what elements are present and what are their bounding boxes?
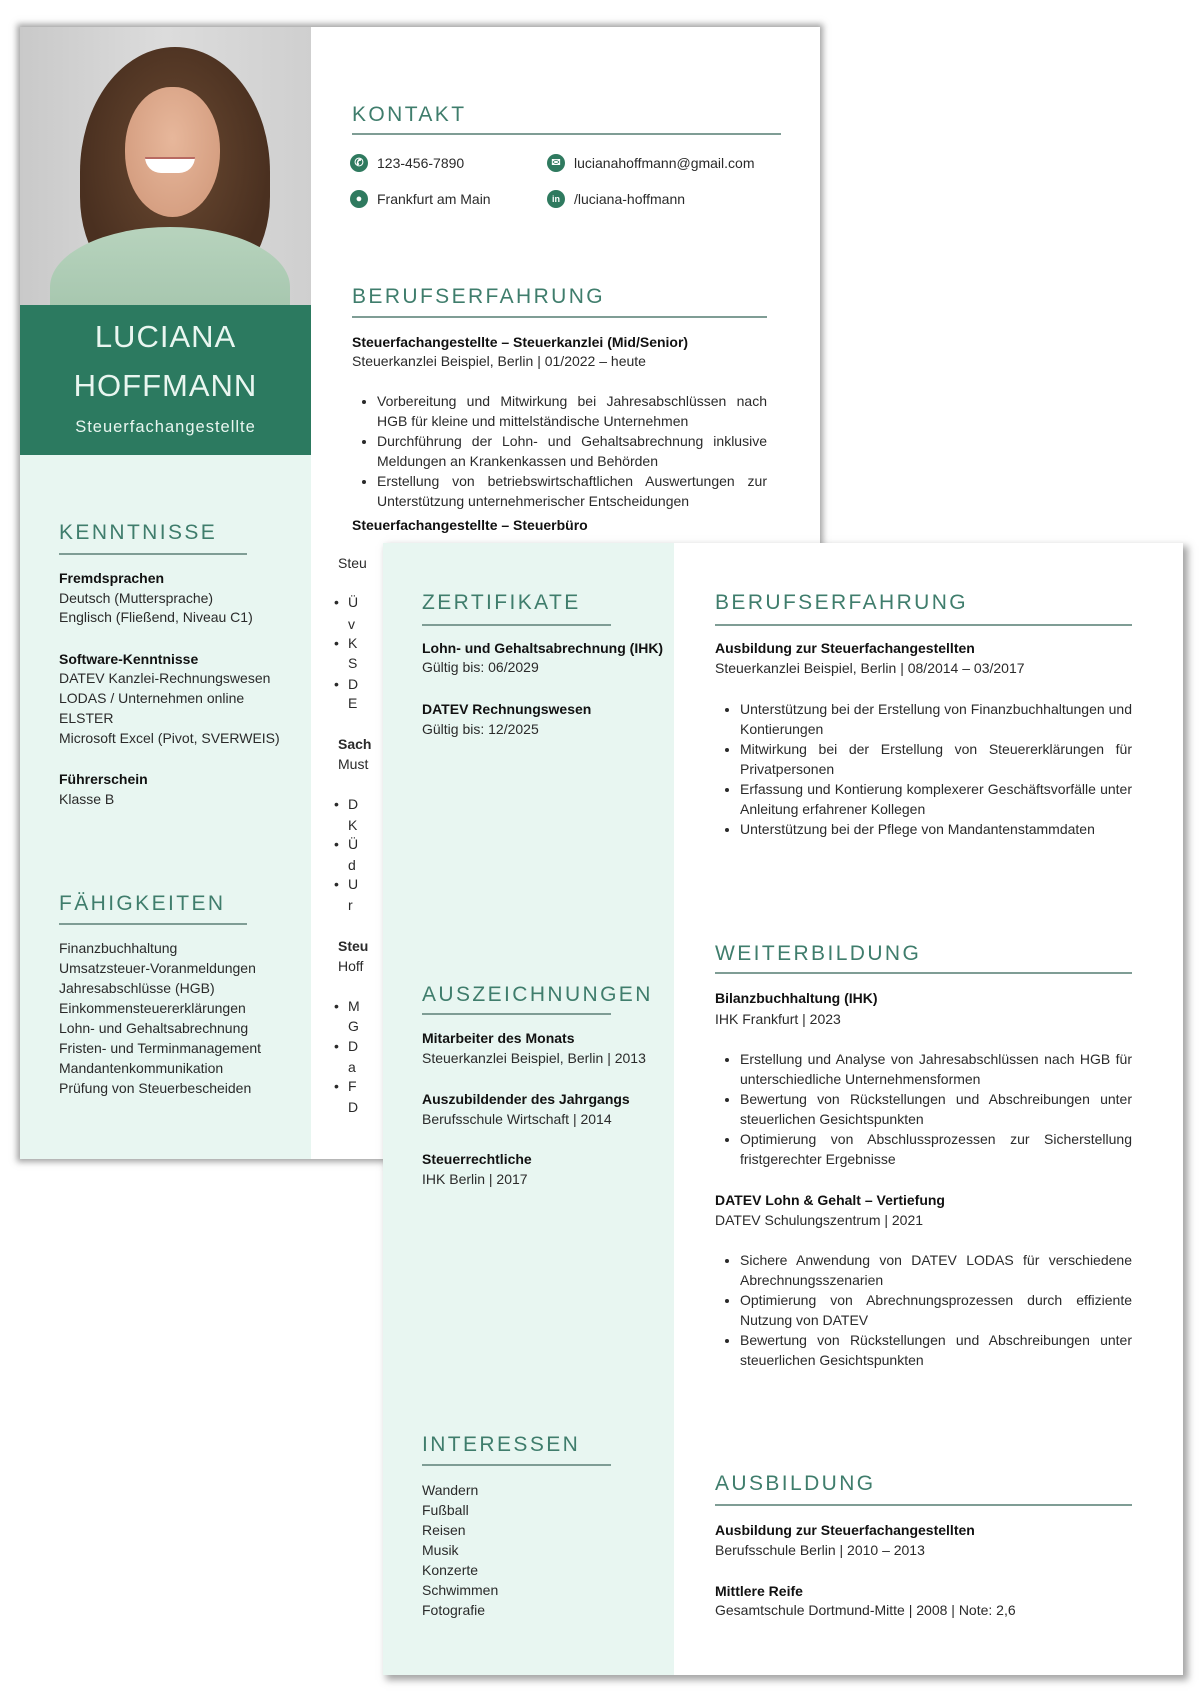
interest-item: Reisen [422,1522,466,1538]
course-detail: IHK Frankfurt | 2023 [715,1011,841,1027]
job-employer-fragment: Steu [338,555,367,571]
skill-item: Lohn- und Gehaltsabrechnung [59,1020,249,1036]
bullet-fragment: Ü [348,836,359,852]
section-heading-kontakt: KONTAKT [352,103,467,126]
course-bullets [715,1049,1132,1169]
bullet-item: • Sichere Anwendung von DATEV LODAS für verschiedene Abrechnungsszenarien [740,1250,1132,1290]
award-title: Mitarbeiter des Monats [422,1030,575,1046]
divider [352,133,781,135]
bullet-fragment: D [348,676,359,692]
bullet-item: • Optimierung von Abschlussprozessen zur Sicherstellung fristgerechter Ergebnisse [740,1129,1132,1169]
divider [59,923,247,925]
interest-item: Wandern [422,1482,479,1498]
bullet-dot: • [334,676,339,692]
award-title: Auszubildender des Jahrgangs [422,1091,630,1107]
bullet-fragment: K [348,635,358,651]
bullet-fragment: K [348,817,358,833]
last-name: HOFFMANN [73,368,258,403]
skill-item: Einkommensteuererklärungen [59,1000,246,1016]
skill-item: ELSTER [59,710,114,726]
skill-group-title: Führerschein [59,771,148,787]
course-title: DATEV Lohn & Gehalt – Vertiefung [715,1192,945,1208]
skill-group-title: Software-Kenntnisse [59,651,199,667]
section-heading-zertifikate: ZERTIFIKATE [422,591,581,614]
bullet-fragment: M [348,998,360,1014]
bullet-item: • Bewertung von Rückstellungen und Abschreibungen unter steuerlichen Gesichtspunkten [740,1089,1132,1129]
skill-item: Klasse B [59,791,115,807]
job-title-fragment: Sach [338,736,372,752]
section-heading-weiterbildung: WEITERBILDUNG [715,942,922,965]
bullet-fragment: D [348,796,359,812]
section-heading-auszeichnungen: AUSZEICHNUNGEN [422,983,653,1006]
award-detail: IHK Berlin | 2017 [422,1171,528,1187]
skill-item: LODAS / Unternehmen online [59,690,245,706]
certificate-validity: Gültig bis: 06/2029 [422,659,539,675]
certificate-validity: Gültig bis: 12/2025 [422,721,539,737]
award-detail: Berufsschule Wirtschaft | 2014 [422,1111,612,1127]
job-title: Ausbildung zur Steuerfachangestellten [715,640,975,656]
location: Frankfurt am Main [377,191,491,207]
phone-icon: ✆ [350,154,368,172]
section-heading-kenntnisse: KENNTNISSE [59,521,218,544]
job-title: Steuerfachangestellte – Steuerbüro [352,517,588,533]
bullet-fragment: v [348,616,355,632]
linkedin-link[interactable]: /luciana-hoffmann [574,191,686,207]
interest-item: Fotografie [422,1602,486,1618]
bullet-item: • Bewertung von Rückstellungen und Abschreibungen unter steuerlichen Gesichtspunkten [740,1330,1132,1370]
bullet-item: • Vorbereitung und Mitwirkung bei Jahresabschlüssen nach HGB für kleine und mittelständische Unternehmen [377,391,767,431]
bullet-dot: • [334,594,339,610]
divider [422,1464,611,1466]
skill-item: Umsatzsteuer-Voranmeldungen [59,960,256,976]
bullet-item: • Durchführung der Lohn- und Gehaltsabrechnung inklusive Meldungen an Krankenkassen und Behörden [377,431,767,471]
divider [422,624,611,626]
award-detail: Steuerkanzlei Beispiel, Berlin | 2013 [422,1050,646,1066]
email-link[interactable]: lucianahoffmann@gmail.com [574,155,755,171]
first-name: LUCIANA [94,319,237,354]
job-bullets [352,391,767,511]
skill-item: Jahresabschlüsse (HGB) [59,980,215,996]
award-title: Steuerrechtliche [422,1151,532,1167]
bullet-fragment: G [348,1018,359,1034]
divider [59,553,247,555]
bullet-fragment: a [348,1059,356,1075]
bullet-item: • Unterstützung bei der Erstellung von Finanzbuchhaltungen und Kontierungen [740,699,1132,739]
skill-item: Englisch (Fließend, Niveau C1) [59,609,253,625]
course-title: Bilanzbuchhaltung (IHK) [715,990,878,1006]
location-pin-icon: ● [350,190,368,208]
section-heading-berufserfahrung: BERUFSERFAHRUNG [352,285,606,308]
bullet-fragment: Ü [348,594,359,610]
name-banner [20,305,311,455]
skill-item: Microsoft Excel (Pivot, SVERWEIS) [59,730,280,746]
bullet-item: • Erstellung von betriebswirtschaftlichen Auswertungen zur Unterstützung unternehmerischer Entscheidungen [377,471,767,511]
divider [352,316,767,318]
job-employer-date: Steuerkanzlei Beispiel, Berlin | 01/2022 – heute [352,353,646,369]
certificate-title: DATEV Rechnungswesen [422,701,592,717]
bullet-item: • Erstellung und Analyse von Jahresabschlüssen nach HGB für unterschiedliche Unternehmensformen [740,1049,1132,1089]
bullet-dot: • [334,876,339,892]
bullet-fragment: U [348,876,359,892]
job-employer-date: Steuerkanzlei Beispiel, Berlin | 08/2014 – 03/2017 [715,660,1025,676]
interest-item: Schwimmen [422,1582,499,1598]
bullet-item: • Mitwirkung bei der Erstellung von Steuererklärungen für Privatpersonen [740,739,1132,779]
interest-item: Fußball [422,1502,469,1518]
job-title-fragment: Steu [338,938,369,954]
bullet-fragment: D [348,1038,359,1054]
course-detail: DATEV Schulungszentrum | 2021 [715,1212,924,1228]
linkedin-icon: in [547,190,565,208]
skill-item: Fristen- und Terminmanagement [59,1040,262,1056]
bullet-fragment: F [348,1078,357,1094]
certificate-title: Lohn- und Gehaltsabrechnung (IHK) [422,640,664,656]
skill-item: DATEV Kanzlei-Rechnungswesen [59,670,271,686]
course-bullets [715,1250,1132,1370]
interest-item: Konzerte [422,1562,479,1578]
bullet-dot: • [334,1078,339,1094]
education-detail: Gesamtschule Dortmund-Mitte | 2008 | Note: 2,6 [715,1602,1016,1618]
section-heading-berufserfahrung: BERUFSERFAHRUNG [715,591,969,614]
skill-item: Finanzbuchhaltung [59,940,178,956]
education-title: Ausbildung zur Steuerfachangestellten [715,1522,975,1538]
section-heading-faehigkeiten: FÄHIGKEITEN [59,892,226,915]
resume-page-2 [383,543,1183,1675]
bullet-fragment: S [348,655,358,671]
bullet-dot: • [334,1038,339,1054]
bullet-dot: • [334,998,339,1014]
phone-number[interactable]: 123-456-7890 [377,155,465,171]
skill-group-title: Fremdsprachen [59,570,165,586]
education-title: Mittlere Reife [715,1583,803,1599]
skill-item: Mandantenkommunikation [59,1060,224,1076]
bullet-dot: • [334,836,339,852]
bullet-dot: • [334,635,339,651]
bullet-fragment: D [348,1099,359,1115]
bullet-fragment: r [348,897,353,913]
divider [715,972,1132,974]
bullet-fragment: d [348,857,356,873]
bullet-fragment: E [348,695,358,711]
education-detail: Berufsschule Berlin | 2010 – 2013 [715,1542,925,1558]
divider [715,1504,1132,1506]
bullet-item: • Erfassung und Kontierung komplexerer Geschäftsvorfälle unter Anleitung erfahrener Kollegen [740,779,1132,819]
skill-item: Deutsch (Muttersprache) [59,590,214,606]
skill-item: Prüfung von Steuerbescheiden [59,1080,252,1096]
divider [422,1013,611,1015]
email-icon: ✉ [547,154,565,172]
job-bullets [715,699,1132,839]
bullet-dot: • [334,796,339,812]
interest-item: Musik [422,1542,459,1558]
bullet-item: • Unterstützung bei der Pflege von Mandantenstammdaten [740,819,1132,839]
job-title: Steuerfachangestellte – Steuerkanzlei (Mid/Senior) [352,334,689,350]
profile-photo [20,27,311,305]
job-employer-fragment: Hoff [338,958,364,974]
divider [715,624,1132,626]
bullet-item: • Optimierung von Abrechnungsprozessen durch effiziente Nutzung von DATEV [740,1290,1132,1330]
section-heading-interessen: INTERESSEN [422,1433,581,1456]
job-employer-fragment: Must [338,756,369,772]
section-heading-ausbildung: AUSBILDUNG [715,1472,876,1495]
job-title: Steuerfachangestellte [75,418,256,436]
